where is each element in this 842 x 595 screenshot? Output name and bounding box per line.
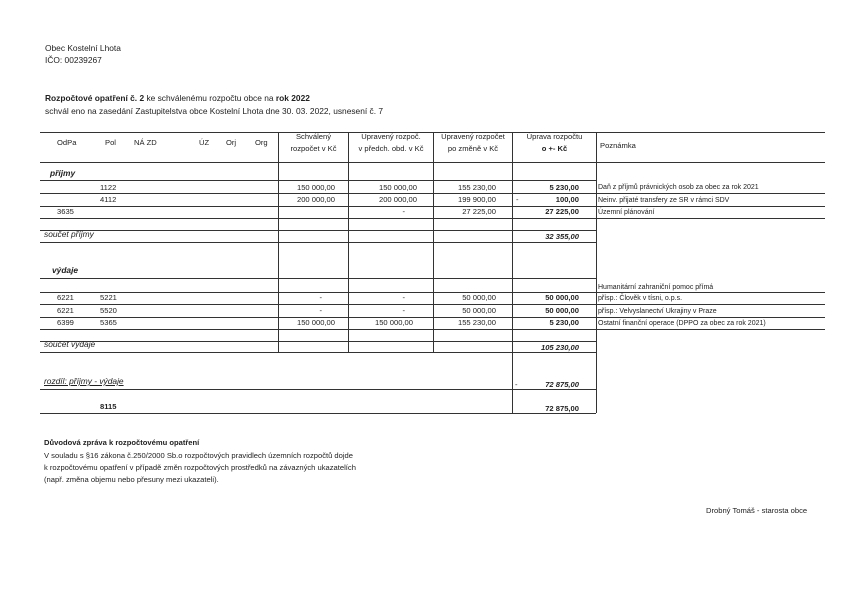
expense-note-top: Humanitární zahraniční pomoc přímá [598, 284, 714, 291]
title-normal: ke schválenému rozpočtu obce na [144, 93, 276, 103]
col-upraveny-po: Upravený rozpočet po změně v Kč [441, 132, 505, 153]
justification-line-2: k rozpočtovému opatření v případě změn rozpočtových prostředků na závazných ukazatelích [44, 463, 356, 472]
ico-number: IČO: 00239267 [45, 55, 102, 65]
justification-line-3: (např. změna objemu nebo přesuny mezi ukazateli). [44, 475, 219, 484]
prijmy-sum-label: součet příjmy [44, 229, 94, 239]
financing-pol: 8115 [100, 402, 117, 411]
col-pol: Pol [105, 138, 116, 147]
rozdil-value: 72 875,00 [545, 380, 579, 389]
col-poznamka: Poznámka [600, 141, 636, 150]
col-uz: ÚZ [199, 138, 210, 147]
col-upraveny-pred: Upravený rozpoč. v předch. obd. v Kč [358, 132, 424, 153]
justification-line-1: V souladu s §16 zákona č.250/2000 Sb.o rozpočtových pravidlech územních rozpočtů dojde [44, 451, 354, 460]
vydaje-sum-label: součet výdaje [44, 339, 96, 349]
prijmy-sum-value: 32 355,00 [545, 232, 579, 241]
vydaje-sum-value: 105 230,00 [540, 343, 579, 352]
col-org: Org [255, 138, 268, 147]
col-schvaleny: Schválený rozpočet v Kč [290, 132, 337, 153]
section-vydaje: výdaje [52, 265, 79, 275]
signature: Drobný Tomáš - starosta obce [706, 506, 808, 515]
rozdil-sign: - [515, 380, 518, 389]
rozdil-label: rozdíl: příjmy - výdaje [44, 376, 124, 386]
document-title [45, 93, 310, 103]
justification-title: Důvodová zpráva k rozpočtovému opatření [44, 438, 200, 447]
financing-value: 72 875,00 [545, 404, 579, 413]
col-uprava: Úprava rozpočtu o +- Kč [526, 132, 583, 153]
title-year: rok 2022 [275, 93, 310, 103]
col-odpa: OdPa [57, 138, 77, 147]
section-prijmy: příjmy [50, 168, 76, 178]
municipality-name: Obec Kostelní Lhota [45, 43, 121, 53]
document-subtitle: schvál eno na zasedání Zastupitelstva obce Kostelní Lhota dne 30. 03. 2022, usnesení č. 7 [45, 106, 384, 116]
title-bold: Rozpočtové opatření č. 2 [45, 93, 145, 103]
col-nazd: NÁ ZD [134, 138, 157, 147]
col-orj: Orj [226, 138, 237, 147]
